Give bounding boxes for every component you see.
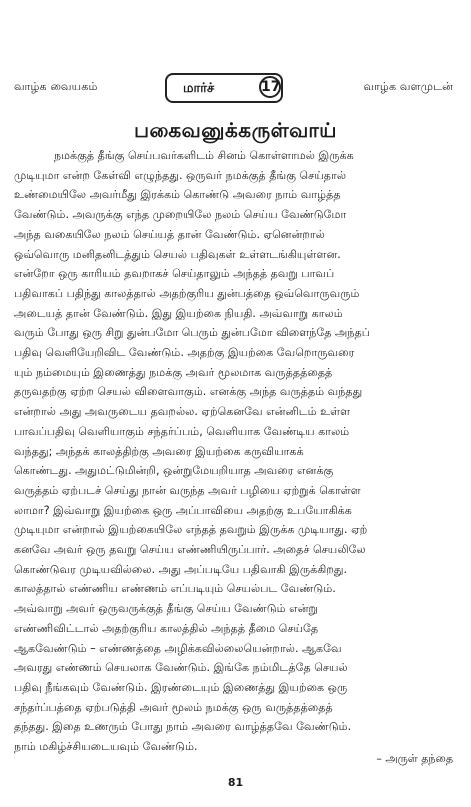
text-line: முடியுமா என்ற கேள்வி எழுந்தது. ஒருவர் நமக்குத் தீங்கு செய்தால் [14,168,347,182]
text-line: வருத்தம் ஏற்படச் செய்து நான் வருந்த அவர் பழியை ஏற்றுக் கொள்ள [14,483,361,497]
text-line: அந்த வகையிலே நலம் செய்யத் தான் வேண்டும். ஏனென்றால் [14,227,325,241]
text-line: முடியுமா என்றால் இயற்கையிலே எந்தத் தவறும் இருக்க முடியாது. ஏற் [14,523,368,537]
text-line: நாம் மகிழ்ச்சியடையவும் வேண்டும். [14,740,198,754]
text-line: யும் நம்மையும் இணைத்து நமக்கு அவர் மூலமாக வருத்தத்தைத் [14,365,333,379]
text-line: எண்ணிவிட்டால் அதற்குரிய காலத்தில் அந்தத் தீமை செய்தே [14,621,319,635]
text-line: அவரது எண்ணம் செயலாக வேண்டும். இங்கே நம்மிடத்தே செயல் [14,661,348,675]
text-line: காலத்தால் எண்ணிய எண்ணம் எப்படியும் செயல்பட வேண்டும். [14,582,336,596]
text-line: லாமா? இவ்வாறு இயற்கை ஒரு அப்பாவியை அதற்கு உபயோகிக்க [14,503,352,517]
text-line: கொண்டது. அதுமட்டுமின்றி, ஒன்றுமேயறியாத அவரை எனக்கு [14,464,334,478]
text-line: நமக்குத் தீங்கு செய்பவர்களிடம் சினம் கொள்ளாமல் இருக்க [54,149,354,162]
text-line: ஆகவேண்டும் – எண்ணத்தை அழிக்கவில்லையென்றால். ஆகவே [14,641,342,655]
text-line: ஒவ்வொரு மனிதனிடத்தும் செயல் பதிவுகள் உள்ளடங்கியுள்ளன. [14,247,341,261]
text-line: வரும் போது ஒரு சிறு துன்பமோ பெரும் துன்பமோ விளைந்தே அந்தப் [14,326,370,340]
text-line: என்றால் அது அவருடைய தவறல்ல. ஏற்கெனவே என்னிடம் உள்ள [14,405,351,419]
header-left-text: வாழ்க வையகம் [14,80,98,93]
page-number: 81 [227,776,244,789]
page-header [0,70,471,110]
text-line: கனவே அவர் ஒரு தவறு செய்ய எண்ணியிருப்பார். அதைச் செயலிலே [14,543,366,557]
text-line: அவ்வாறு அவர் ஒருவருக்குத் தீங்கு செய்ய வேண்டும் என்று [14,602,318,616]
page-title: பகைவனுக்கருள்வாய் [134,118,337,142]
text-line: என்றோ ஒரு காரியம் தவறாகச் செய்தாலும் அந்தத் தவறு பாவப் [14,267,335,281]
text-line: வேண்டும். அவருக்கு எந்த முறையிலே நலம் செய்ய வேண்டுமோ [14,208,347,222]
text-line: உண்மையிலே அவர்மீது இரக்கம் கொண்டு அவரை நாம் வாழ்த்த [14,188,341,202]
text-line: பதிவு வெளியேறிவிட வேண்டும். அதற்கு இயற்கை வேறொருவரை [14,346,355,360]
signature: – அருள் தந்தை [376,752,453,765]
text-line: பதிவாகப் பதிந்து காலத்தால் அதற்குரிய துன்பத்தை ஒவ்வொருவரும் [14,286,360,300]
text-line: பதிவு நீங்கவும் வேண்டும். இரண்டையும் இணைத்து இயற்கை ஒரு [14,680,348,694]
date-day: 17 [259,76,281,98]
date-box [165,73,283,103]
date-month: மார்ச் [183,81,215,96]
text-line: கொண்டுவர முடியவில்லை. அது அப்படியே பதிவாகி இருக்கிறது. [14,562,348,576]
text-line: சந்தர்ப்பத்தை ஏற்படுத்தி அவர் மூலம் நமக்கு ஒரு வருத்தத்தைத் [14,700,333,714]
text-line: தருவதற்கு ஏற்ற செயல் விளைவாகும். எனக்கு அந்த வருத்தம் வந்தது [14,385,363,399]
text-line: அடையத் தான் வேண்டும். இது இயற்கை நியதி. அவ்வாறு காலம் [14,306,343,320]
header-right-text: வாழ்க வளமுடன் [363,80,453,93]
text-line: வந்தது; அந்தக் காலத்திற்கு அவரை இயற்கை கருவியாகக் [14,444,304,458]
body-paragraph [14,146,460,757]
text-line: தந்தது. இதை உணரும் போது நாம் அவரை வாழ்த்தவே வேண்டும். [14,720,352,734]
text-line: பாவப்பதிவு வெளியாகும் சந்தர்ப்பம், வெளியாக வேண்டிய காலம் [14,424,350,438]
